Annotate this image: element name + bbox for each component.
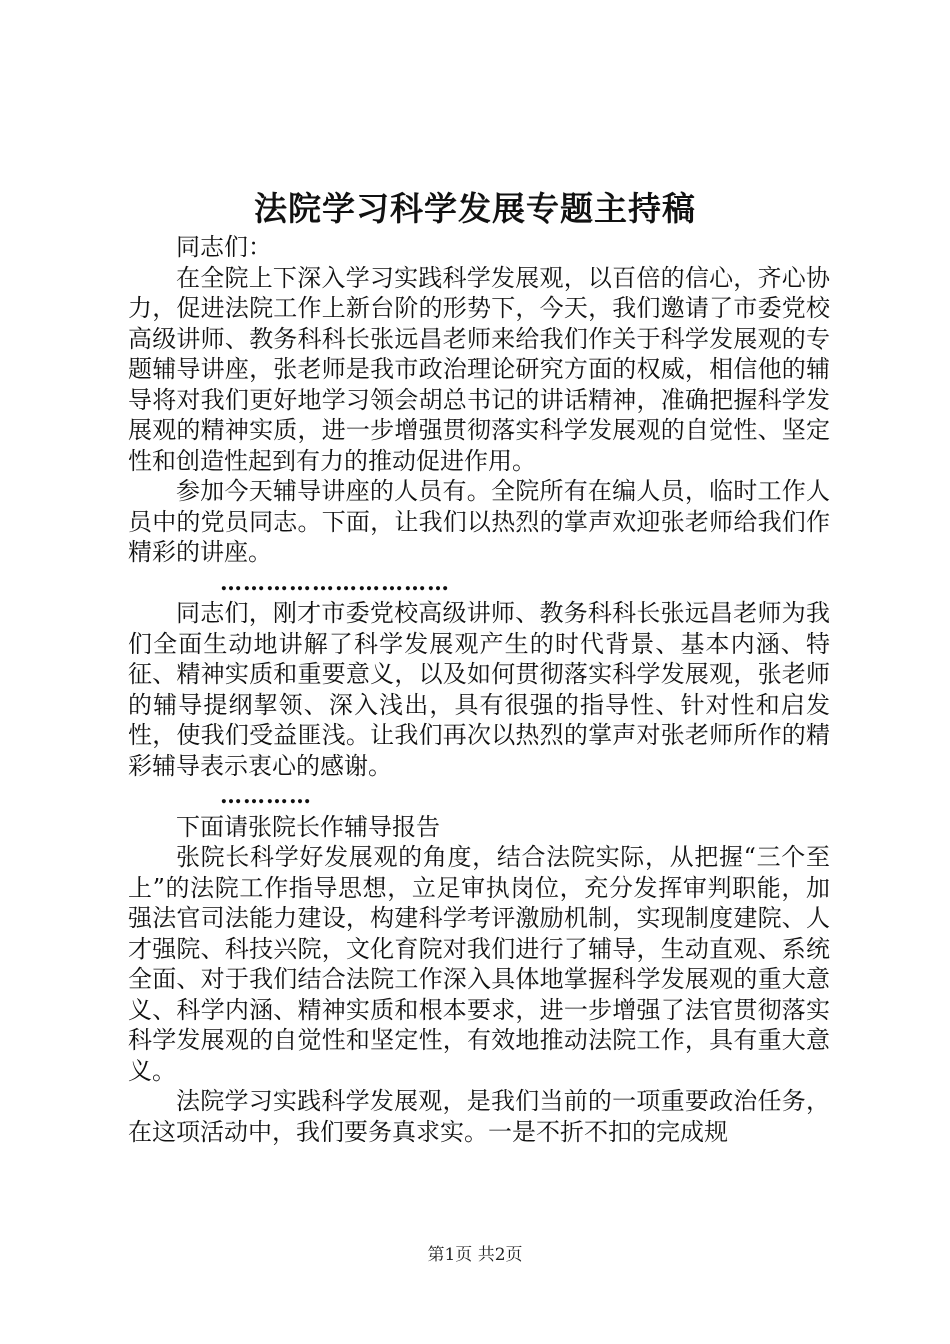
attendees-paragraph: 参加今天辅导讲座的人员有。全院所有在编人员，临时工作人员中的党员同志。下面，让我们以热烈的掌声欢迎张老师给我们作精彩的讲座。	[128, 477, 830, 566]
greeting-paragraph: 同志们：	[176, 233, 272, 261]
opening-paragraph: 在全院上下深入学习实践科学发展观，以百倍的信心，齐心协力，促进法院工作上新台阶的形势下，今天，我们邀请了市委党校高级讲师、教务科科长张远昌老师来给我们作关于科学发展观的专题辅导讲座，张老师是我市政治理论研究方面的权威，相信他的辅导将对我们更好地学习领会胡总书记的讲话精神，准确把握科学发展观的精神实质，进一步增强贯彻落实科学发展观的自觉性、坚定性和创造性起到有力的推动促进作用。	[128, 263, 830, 475]
ellipsis-separator-short: …………	[220, 783, 312, 809]
thanks-paragraph: 同志们，刚才市委党校高级讲师、教务科科长张远昌老师为我们全面生动地讲解了科学发展观产生的时代背景、基本内涵、特征、精神实质和重要意义，以及如何贯彻落实科学发展观，张老师的辅导提纲挈领、深入浅出，具有很强的指导性、针对性和启发性，使我们受益匪浅。让我们再次以热烈的掌声对张老师所作的精彩辅导表示衷心的感谢。	[128, 599, 830, 780]
task-paragraph: 法院学习实践科学发展观，是我们当前的一项重要政治任务，在这项活动中，我们要务真求实。一是不折不扣的完成规	[128, 1087, 830, 1146]
document-title: 法院学习科学发展专题主持稿	[254, 189, 696, 228]
page-number-footer: 第1页 共2页	[427, 1245, 523, 1265]
introduction-paragraph: 下面请张院长作辅导报告	[176, 812, 440, 841]
document-body	[128, 232, 830, 1147]
report-summary-paragraph: 张院长科学好发展观的角度，结合法院实际，从把握“三个至上”的法院工作指导思想，立足审执岗位，充分发挥审判职能，加强法官司法能力建设，构建科学考评激励机制，实现制度建院、人才强院、科技兴院，文化育院对我们进行了辅导，生动直观、系统全面、对于我们结合法院工作深入具体地掌握科学发展观的重大意义、科学内涵、精神实质和根本要求，进一步增强了法官贯彻落实科学发展观的自觉性和坚定性，有效地推动法院工作，具有重大意义。	[128, 843, 830, 1085]
ellipsis-separator: …………………………	[220, 569, 450, 596]
